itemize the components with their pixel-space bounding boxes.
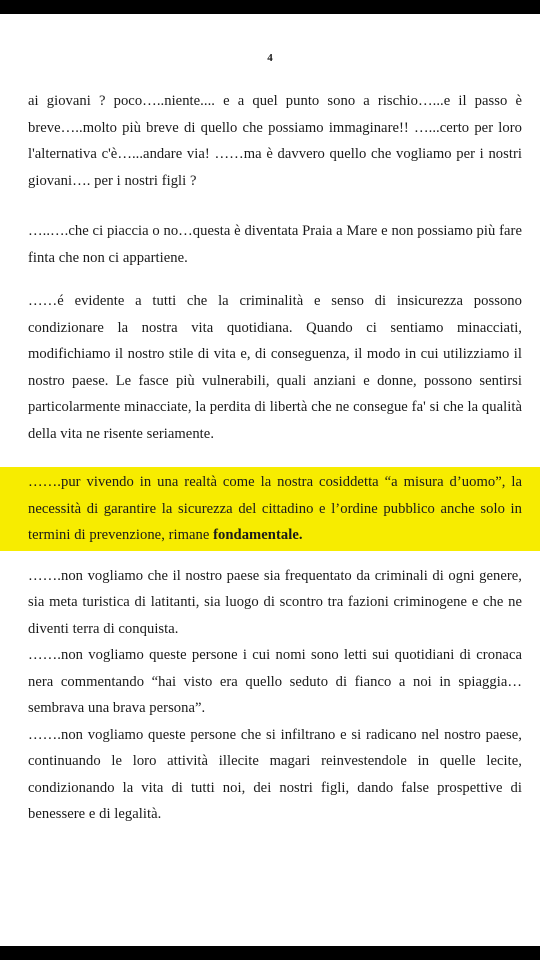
document-body bbox=[28, 88, 522, 828]
highlighted-paragraph bbox=[0, 467, 540, 551]
paragraph-4 bbox=[0, 469, 540, 549]
paragraph-4-text: …….pur vivendo in una realtà come la nostra cosiddetta “a misura d’uomo”, la necessità di garantire la sicurezza del cittadino e l’ordine pubblico anche solo in termini di prevenzione, rimane bbox=[28, 474, 522, 543]
paragraph-2: …..….che ci piaccia o no…questa è diventata Praia a Mare e non possiamo più fare finta che non ci appartiene. bbox=[28, 223, 522, 266]
page-number: 4 bbox=[267, 52, 273, 64]
paragraph-1: ai giovani ? poco…..niente.... e a quel punto sono a rischio…...e il passo è breve…..molto più breve di quello che possiamo immaginare!! …...certo per loro l'alternativa c'è…...andare via! ……ma è davvero quello che vogliamo per i nostri giovani…. per i nostri figli ? bbox=[28, 93, 522, 189]
paragraph-7: …….non vogliamo queste persone che si infiltrano e si radicano nel nostro paese, continuando le loro attività illecite magari reinvestendole in quelle lecite, condizionando la vita di tutti noi, dei nostri figli, dando false prospettive di benessere e di legalità. bbox=[28, 726, 522, 822]
bottom-system-bar bbox=[0, 946, 540, 960]
paragraph-4-bold-word: fondamentale. bbox=[213, 527, 303, 543]
top-system-bar bbox=[0, 0, 540, 14]
paragraph-3: ……é evidente a tutti che la criminalità e senso di insicurezza possono condizionare la nostra vita quotidiana. Quando ci sentiamo minacciati, modifichiamo il nostro stile di vita e, di conseguenza, il modo in cui utilizziamo il nostro paese. Le fasce più vulnerabili, quali anziani e donne, possono sentirsi particolarmente minacciate, la perdita di libertà che ne consegue fa' si che la qualità della vita ne risente seriamente. bbox=[28, 293, 522, 442]
paragraph-6: …….non vogliamo queste persone i cui nomi sono letti sui quotidiani di cronaca nera commentando “hai visto era quello seduto di fianco a noi in spiaggia…sembrava una brava persona”. bbox=[28, 647, 522, 716]
paragraph-5: …….non vogliamo che il nostro paese sia frequentato da criminali di ogni genere, sia meta turistica di latitanti, sia luogo di scontro tra fazioni criminogene e che ne diventi terra di conquista. bbox=[28, 567, 522, 637]
